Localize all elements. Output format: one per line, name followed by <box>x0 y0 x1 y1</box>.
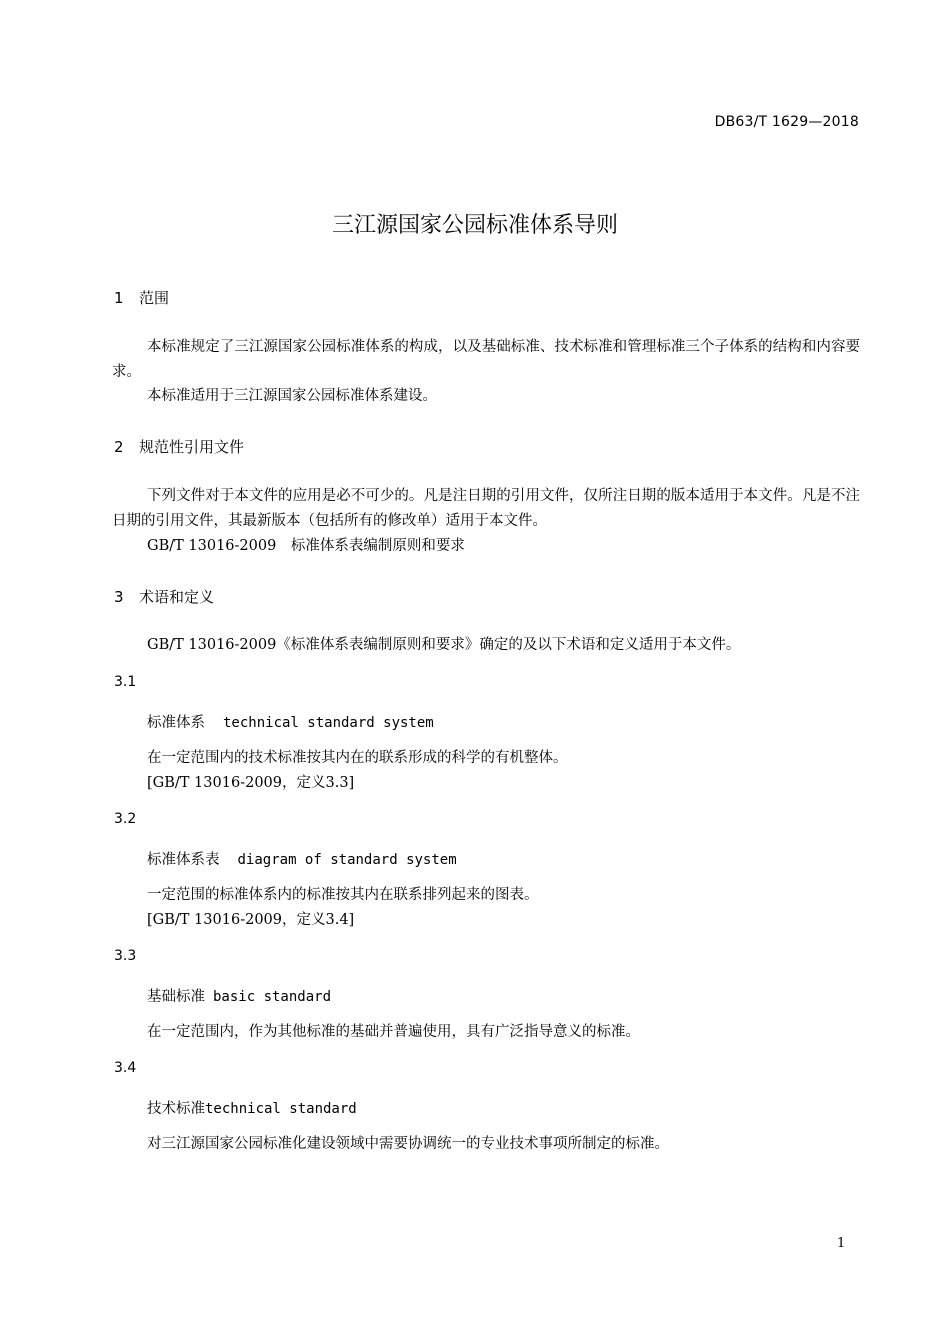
section-heading-3 <box>114 586 214 607</box>
term-source: [GB/T 13016-2009，定义3.3] <box>147 775 355 791</box>
document-title: 三江源国家公园标准体系导则 <box>331 213 618 238</box>
clause-number: 3.1 <box>114 674 137 690</box>
paragraph: 下列文件对于本文件的应用是必不可少的。凡是注日期的引用文件，仅所注日期的版本适用于本文件。凡是不注日期的引用文件，其最新版本（包括所有的修改单）适用于本文件。 <box>112 488 860 529</box>
term-zh: 技术标准 <box>147 1101 205 1117</box>
term-en: basic standard <box>213 989 332 1005</box>
section-title: 范围 <box>139 289 170 307</box>
paragraph: 本标准规定了三江源国家公园标准体系的构成，以及基础标准、技术标准和管理标准三个子体系的结构和内容要求。 <box>112 339 860 380</box>
term-entry <box>147 711 434 732</box>
term-definition: 对三江源国家公园标准化建设领域中需要协调统一的专业技术事项所制定的标准。 <box>147 1136 669 1152</box>
clause-number: 3.3 <box>114 948 137 964</box>
normative-reference: GB/T 13016-2009 标准体系表编制原则和要求 <box>147 538 465 554</box>
term-zh: 标准体系 <box>147 715 205 731</box>
term-entry <box>147 848 457 869</box>
section-number: 3 <box>114 588 124 606</box>
term-definition: 一定范围的标准体系内的标准按其内在联系排列起来的图表。 <box>147 887 539 903</box>
clause-number: 3.2 <box>114 811 137 827</box>
term-zh: 标准体系表 <box>147 852 220 868</box>
document-code: DB63/T 1629—2018 <box>714 114 859 130</box>
page-number: 1 <box>837 1236 846 1251</box>
section-title: 规范性引用文件 <box>139 438 245 456</box>
term-entry <box>147 985 331 1006</box>
terms-intro: GB/T 13016-2009《标准体系表编制原则和要求》确定的及以下术语和定义适用于本文件。 <box>147 637 741 653</box>
section-heading-1 <box>114 287 169 308</box>
clause-number: 3.4 <box>114 1060 137 1076</box>
term-zh: 基础标准 <box>147 989 205 1005</box>
paragraph: 本标准适用于三江源国家公园标准体系建设。 <box>147 388 437 404</box>
section-title: 术语和定义 <box>139 588 215 606</box>
section-heading-2 <box>114 436 244 457</box>
term-en: technical standard system <box>223 715 434 731</box>
section-number: 2 <box>114 438 124 456</box>
term-definition: 在一定范围内的技术标准按其内在的联系形成的科学的有机整体。 <box>147 750 568 766</box>
term-en: technical standard <box>205 1101 357 1117</box>
term-source: [GB/T 13016-2009，定义3.4] <box>147 912 355 928</box>
term-en: diagram of standard system <box>237 852 457 868</box>
term-entry <box>147 1097 357 1118</box>
section-number: 1 <box>114 289 124 307</box>
term-definition: 在一定范围内，作为其他标准的基础并普遍使用，具有广泛指导意义的标准。 <box>147 1024 640 1040</box>
